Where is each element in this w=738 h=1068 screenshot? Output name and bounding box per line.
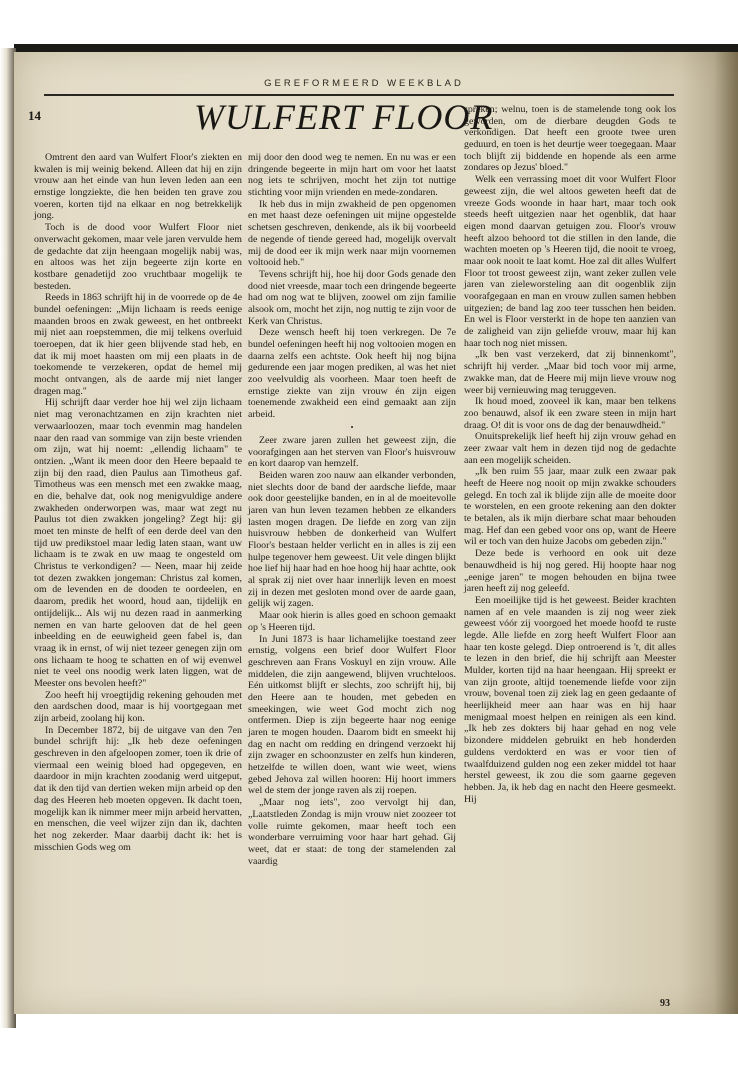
paragraph: Deze bede is verhoord en ook uit deze benauwdheid is hij nog gered. Hij hoopte haar nog „eenige jaren" te mogen behouden en bijna twee jaren heeft zij nog geleefd. bbox=[464, 548, 676, 595]
paragraph: Reeds in 1863 schrijft hij in de voorrede op de 4e bundel oefeningen: „Mijn lichaam is reeds eenige maanden broos en zwak geweest, en het ontbreekt mij niet aan roepstemmen, die mij telkens overluid toeroepen, dat ik hier geen blijvende stad heb, en dat ik mij moet haasten om mij een plaats in de toekomende te verzekeren, opdat de hemel mij mocht ontvangen, als de aarde mij niet langer dragen mag." bbox=[34, 292, 242, 397]
text-column-2 bbox=[248, 152, 456, 867]
article-title: WULFERT FLOOR bbox=[194, 97, 494, 137]
paragraph: „Maar nog iets", zoo vervolgt hij dan, „Laatstleden Zondag is mijn vrouw niet zoozeer tot volle ruimte gekomen, maar heeft toch een wonderbare verruiming voor haar hart gehad. Gij weet, dat er staat: de tong der stamelenden zal vaardig bbox=[248, 797, 456, 867]
paragraph: Deze wensch heeft hij toen verkregen. De 7e bundel oefeningen heeft hij nog voltooien mogen en daarna zelfs een achtste. Ook heeft hij nog bijna gedurende een jaar mogen prediken, al was het niet zoo veelvuldig als voorheen. Maar toen heeft de ernstige ziekte van zijn vrouw én zijn eigen toenemende zwakheid een eind gemaakt aan zijn arbeid. bbox=[248, 327, 456, 421]
paragraph: In Juni 1873 is haar lichamelijke toestand zeer ernstig, volgens een brief door Wulfert Floor geschreven aan Frans Voskuyl en zijn vrouw. Alle middelen, die zijn aangewend, blijven vruchteloos. Eén uitkomst blijft er slechts, zoo schrijft hij, bij den Heere aan te houden, met gebeden en smeekingen, wie weet God mocht zich nog ontfermen. Diep is zijn begeerte haar nog eenige jaren te mogen houden. Daarom bidt en smeekt hij dag en nacht om redding en dringend verzoekt hij zijn zwager en schoonzuster en zelfs hun kinderen, hetzelfde te willen doen, want wie weet, wiens gebed Jehova zal willen hooren: Hij hoort immers wel de stem der jonge raven als zij roepen. bbox=[248, 633, 456, 797]
paragraph: „Ik ben ruim 55 jaar, maar zulk een zwaar pak heeft de Heere nog nooit op mijn zwakke schouders gelegd. En toch zal ik blijde zijn alle de moeite door te worstelen, en een groote rekening aan den dokter te betalen, als ik mijn dierbare schat maar behouden mag. Hef dan een gebed voor ons op, want de Heere wil er toch van den huize Jacobs om gebeden zijn." bbox=[464, 466, 676, 548]
paragraph: mij door den dood weg te nemen. En nu was er een dringende begeerte in mijn hart om voor het laatst nog iets te schrijven, mocht het zijn tot nuttige stichting voor mijn vrienden en mede-zondaren. bbox=[248, 152, 456, 199]
paragraph: Onuitsprekelijk lief heeft hij zijn vrouw gehad en zeer zwaar valt hem in dezen tijd nog de gedachte aan een mogelijk scheiden. bbox=[464, 431, 676, 466]
page-number-left: 14 bbox=[28, 108, 41, 123]
publication-header: GEREFORMEERD WEEKBLAD bbox=[264, 78, 464, 89]
paragraph: Tevens schrijft hij, hoe hij door Gods genade den dood niet vreesde, maar toch een dringende begeerte had om nog wat te blijven, zoowel om zijn familie alsook om, mocht het zijn, nog nuttig te zijn voor de Kerk van Christus. bbox=[248, 268, 456, 327]
paragraph: Ik houd moed, zooveel ik kan, maar ben telkens zoo benauwd, alsof ik een zware steen in mijn hart draag. O! dit is voor ons de dag der benauwdheid." bbox=[464, 396, 676, 431]
paragraph: Maar ook hierin is alles goed en schoon gemaakt op 's Heeren tijd. bbox=[248, 610, 456, 633]
newspaper-page bbox=[14, 52, 738, 1014]
paragraph: Omtrent den aard van Wulfert Floor's ziekten en kwalen is mij weinig bekend. Alleen dat hij en zijn vrouw aan het einde van hun leven leden aan een ernstige longziekte, die hen beiden ten grave zou voeren, korten tijd na elkaar en nog betrekkelijk jong. bbox=[34, 152, 242, 222]
paragraph: Toch is de dood voor Wulfert Floor niet onverwacht gekomen, maar vele jaren vervulde hem de gedachte dat zijn heengaan mogelijk nabij was, en altoos was het zijn begeerte zijn korte en kostbare genadetijd zoo vruchtbaar mogelijk te besteden. bbox=[34, 222, 242, 292]
text-column-1 bbox=[34, 152, 242, 853]
paragraph: Beiden waren zoo nauw aan elkander verbonden, niet slechts door de band der aardsche liefde, maar ook door geestelijke banden, en in al de moeitevolle jaren van hun leven tezamen hebben ze elkanders lasten mogen dragen. De liefde en zorg van zijn huisvrouw hebben de donkerheid van Wulfert Floor's bestaan helder verlicht en in alles is zij een hulpe tegenover hem geweest. Uit vele dingen blijkt hoe lief hij haar had en hoe hoog hij haar achtte, ook al sprak zij niet over haar innerlijk leven en moest zij in dezen met gesloten mond over de aarde gaan, gelijk wij zagen. bbox=[248, 469, 456, 610]
paragraph: Hij schrijft daar verder hoe hij wel zijn lichaam niet mag veronachtzamen en zijn krachten niet verwaarloozen, maar toch evenmin mag handelen naar den raad van sommige van zijn beste vrienden om zijn, wat hij noemt: „ellendig lichaam" te ontzien. „Want ik meen door den Heere bepaald te zijn bij den raad, dien Paulus aan Timotheus gaf. Timotheus was een mensch met een zwakke maag, en die, behalve dat, ook nog menigvuldige andere zwakheden onderworpen was, maar wat zegt nu Paulus tot dien zwakken jongeling? Zegt hij: gij moet ten minste de helft of een derde deel van den tijd uw predikstoel maar ledig laten staan, want uw lichaam is te zwak en uw maag te ongesteld om Christus te verkondigen? — Neen, maar hij zeide tot dezen zwakken jongeman: Christus zal komen, om de levenden en de dooden te oordeelen, en daarom, predik het woord, houd aan, tijdelijk en ontijdelijk... Als wij nu dezen raad in aanmerking nemen en van harte gelooven dat de hel geen inbeelding en de eeuwigheid geen fabel is, dan vraag ik in ernst, of wij niet tezeer genegen zijn om ons lichaam te hoog te schatten en of wij evenwel niet te veel ons noodig werk laten liggen, wat de Meester ons bevolen heeft?" bbox=[34, 397, 242, 689]
paragraph: Zoo heeft hij vroegtijdig rekening gehouden met den aardschen dood, maar is hij voortgegaan met zijn arbeid, zoolang hij kon. bbox=[34, 689, 242, 724]
paragraph: „Ik ben vast verzekerd, dat zij binnenkomt", schrijft hij verder. „Maar bid toch voor mij arme, zwakke man, dat de Heere mij mijn lieve vrouw nog weer bij vernieuwing mag teruggeven. bbox=[464, 349, 676, 396]
paragraph: Zeer zware jaren zullen het geweest zijn, die voorafgingen aan het sterven van Floor's huisvrouw en kort daarop van hemzelf. bbox=[248, 434, 456, 470]
text-column-3 bbox=[464, 104, 676, 805]
paragraph: In December 1872, bij de uitgave van den 7en bundel schrijft hij: „Ik heb deze oefeningen geschreven in den afgeloopen zomer, toen ik drie of viermaal een weinig bloed had opgegeven, en daardoor in mijn krachten zoodanig werd uitgeput, dat ik den tijd van dertien weken mijn arbeid op den dag des Heeren heb moeten opgeven. Ik dacht toen, mogelijk kan ik nimmer meer mijn arbeid hervatten, en menschen, die veel wijzer zijn dan ik, dachten het nog zekerder. Maar daarbij dacht ik: het is misschien Gods weg om bbox=[34, 724, 242, 853]
paragraph: Een moeilijke tijd is het geweest. Beider krachten namen af en vele maanden is zij nog weer ziek geweest vóór zij voorgoed het moede hoofd te ruste legde. Alle liefde en zorg heeft Wulfert Floor aan haar ten koste gelegd. Diep ontroerend is 't, dit alles te lezen in den brief, die hij schrijft aan Meester Mulder, korten tijd na haar heengaan. Hij spreekt er van zijn groote, altijd toenemende liefde voor zijn vrouw, bovenal toen zij ziek lag en geen gedaante of heerlijkheid meer aan haar was en hij haar menigmaal moest helpen en reinigen als een kind. „Ik heb zes dokters bij haar gehad en nog vele bizondere middelen gebruikt en heb honderden guldens verdokterd en was er voor tien of twaalfduizend gulden nog een zeker middel tot haar herstel geweest, ik zou die som gaarne gegeven hebben. Ja, ik heb dag en nacht den Heere gesmeekt. Hij bbox=[464, 594, 676, 805]
page-number-right: 93 bbox=[660, 998, 670, 1009]
paragraph: spreken; welnu, toen is de stamelende tong ook los geworden, om de dierbare deugden Gods te verkondigen. Dat heeft een groote twee uren geduurd, en toen is het deurtje weer toegegaan. Maar toch blijft zij biddende en hopende als een arme zondares op Jezus' bloed." bbox=[464, 104, 676, 174]
page-edge-shadow bbox=[714, 52, 738, 1014]
section-separator: • bbox=[350, 422, 354, 432]
paragraph: Ik heb dus in mijn zwakheid de pen opgenomen en met haast deze oefeningen uit mijne opgestelde schetsen geschreven, denkende, als ik bij voorbeeld de negende of tiende gereed had, mogelijk overvalt mij de dood eer ik mijn werk naar mijn voornemen voltooid heb." bbox=[248, 198, 456, 269]
paragraph: Welk een verrassing moet dit voor Wulfert Floor geweest zijn, die wel altoos geweten heeft dat de vreeze Gods woonde in haar hart, maar toch ook steeds heeft uitgezien naar het ogenblik, dat haar eigen mond daarvan getuigen zou. Floor's vrouw heeft alzoo behoord tot die stillen in den lande, die wachten moeten op 's Heeren tijd, die nooit te vroeg, maar ook nooit te laat komt. Hoe zal dit alles Wulfert Floor tot troost geweest zijn, want zeker zullen vele jaren van zieleworsteling aan dit oogenblik zijn voorafgegaan en man en vrouw zullen samen hebben uitgezien; de band lag zoo teer tusschen hen beiden. En wel is Floor versterkt in de hope ten aanzien van de zaligheid van zijn geliefde vrouw, maar hij kan haar toch nog niet missen. bbox=[464, 174, 676, 349]
